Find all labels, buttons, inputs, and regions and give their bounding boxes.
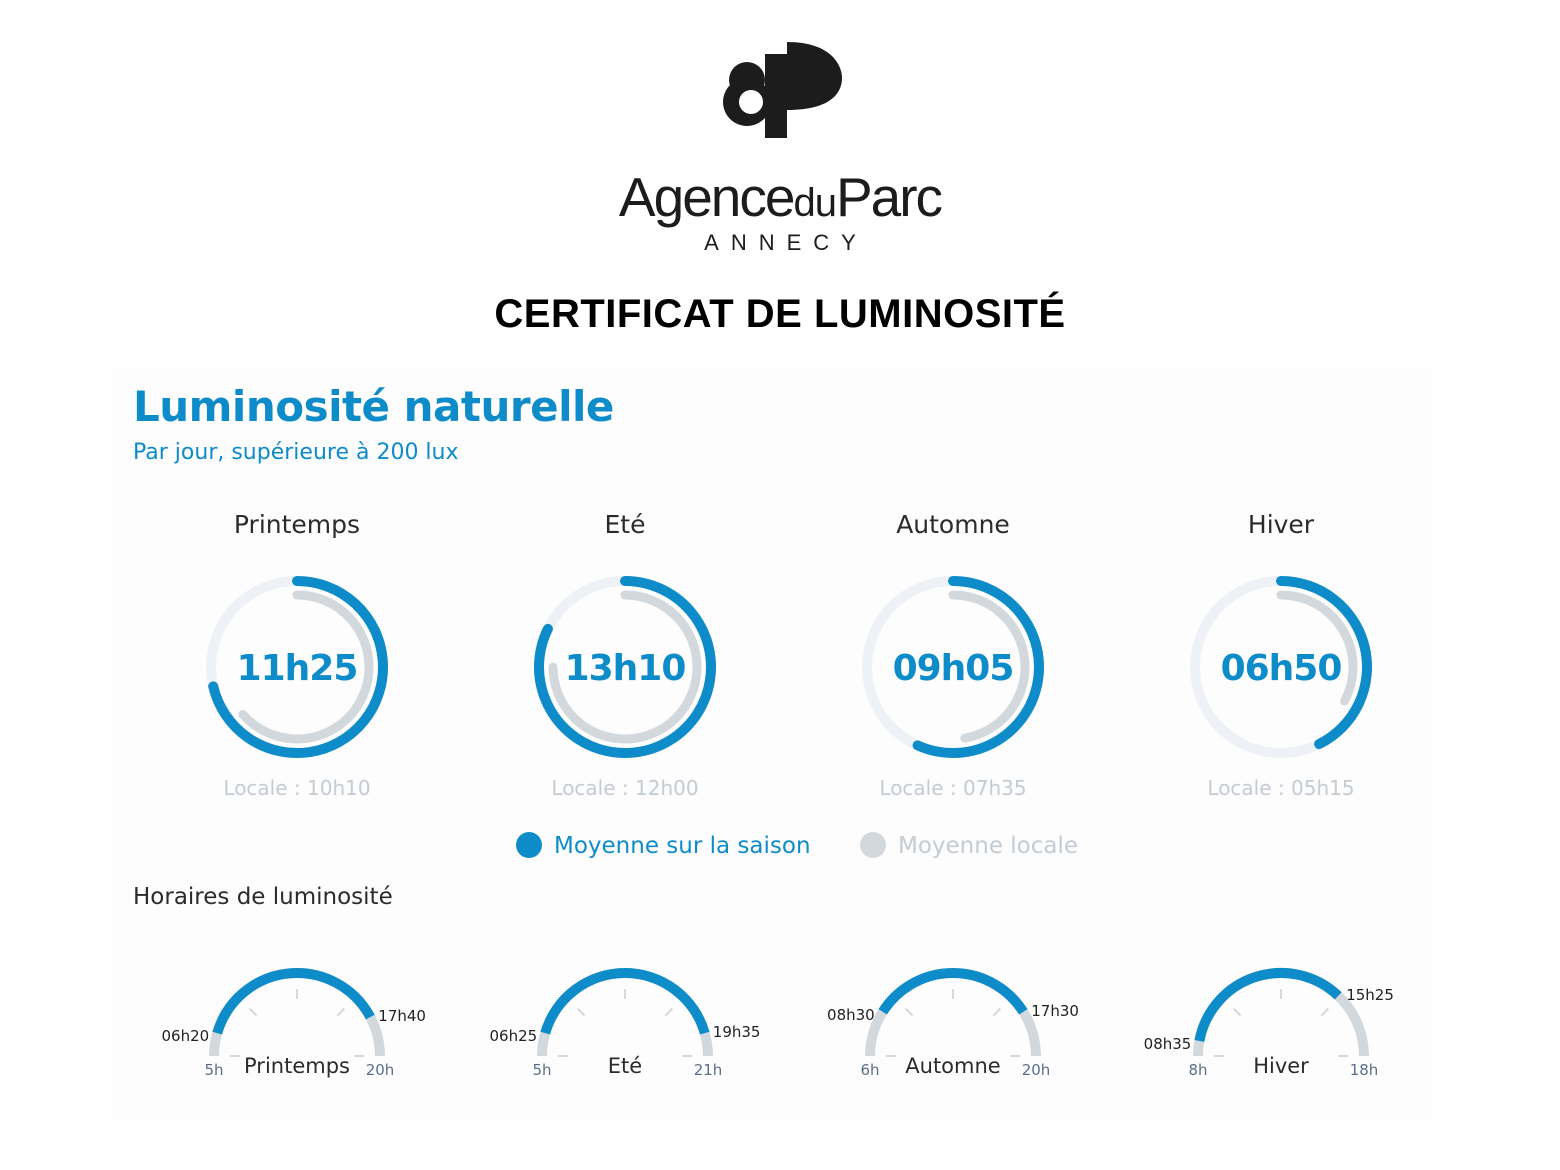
local-value-automne: Locale : 07h35 [879, 776, 1027, 800]
season-value-automne: 09h05 [892, 648, 1014, 689]
axis-max-label-automne: 20h [1021, 1061, 1051, 1079]
range-tick [1234, 1009, 1241, 1016]
range-season-label-et: Eté [607, 1054, 643, 1078]
season-value-printemps: 11h25 [236, 648, 358, 689]
sunset-label-hiver: 15h25 [1346, 985, 1394, 1004]
axis-min-label-automne: 6h [860, 1061, 880, 1079]
range-track-automne [870, 973, 1036, 1056]
range-arc-hiver [1199, 973, 1338, 1041]
axis-max-label-et: 21h [693, 1061, 723, 1079]
range-arc-printemps [217, 973, 370, 1033]
range-tick [993, 1009, 1000, 1016]
range-tick [1321, 1009, 1328, 1016]
axis-min-label-hiver: 8h [1188, 1061, 1208, 1079]
sunset-label-automne: 17h30 [1031, 1001, 1079, 1020]
range-track-et [542, 973, 708, 1056]
season-title-hiver: Hiver [1247, 510, 1315, 539]
season-title-et: Eté [604, 510, 646, 539]
range-tick [578, 1009, 585, 1016]
range-season-label-printemps: Printemps [244, 1054, 350, 1078]
section-title: Luminosité naturelle [133, 382, 614, 431]
axis-max-label-printemps: 20h [365, 1061, 395, 1079]
range-track-hiver [1198, 973, 1364, 1056]
local-value-et: Locale : 12h00 [551, 776, 699, 800]
axis-min-label-et: 5h [532, 1061, 552, 1079]
season-value-et: 13h10 [564, 648, 686, 689]
range-track-printemps [214, 973, 380, 1056]
legend-local-dot [860, 832, 886, 858]
sunrise-label-printemps: 06h20 [161, 1027, 210, 1046]
range-tick [906, 1009, 913, 1016]
range-tick [665, 1009, 672, 1016]
sunrise-label-hiver: 08h35 [1143, 1034, 1192, 1053]
legend-season-label: Moyenne sur la saison [554, 833, 811, 859]
section-subtitle: Par jour, supérieure à 200 lux [133, 440, 459, 465]
sunrise-label-et: 06h25 [489, 1027, 538, 1046]
legend-season-dot [516, 832, 542, 858]
sunrise-label-automne: 08h30 [827, 1005, 875, 1024]
brand-city: ANNECY [704, 230, 868, 255]
local-value-hiver: Locale : 05h15 [1207, 776, 1355, 800]
legend-local-label: Moyenne locale [898, 833, 1079, 859]
season-title-printemps: Printemps [233, 510, 361, 539]
range-arc-et [545, 973, 705, 1033]
season-title-automne: Automne [896, 510, 1010, 539]
local-value-printemps: Locale : 10h10 [223, 776, 371, 800]
range-tick [250, 1009, 257, 1016]
hours-title: Horaires de luminosité [133, 884, 393, 910]
sunset-label-printemps: 17h40 [378, 1007, 426, 1026]
axis-max-label-hiver: 18h [1349, 1061, 1379, 1079]
season-value-hiver: 06h50 [1220, 648, 1342, 689]
document-title: CERTIFICAT DE LUMINOSITÉ [494, 292, 1066, 336]
axis-min-label-printemps: 5h [204, 1061, 224, 1079]
range-season-label-hiver: Hiver [1253, 1054, 1309, 1078]
range-tick [337, 1009, 344, 1016]
sunset-label-et: 19h35 [712, 1023, 761, 1042]
range-season-label-automne: Automne [905, 1054, 1001, 1078]
brand-name: AgenceduParc [618, 166, 942, 228]
